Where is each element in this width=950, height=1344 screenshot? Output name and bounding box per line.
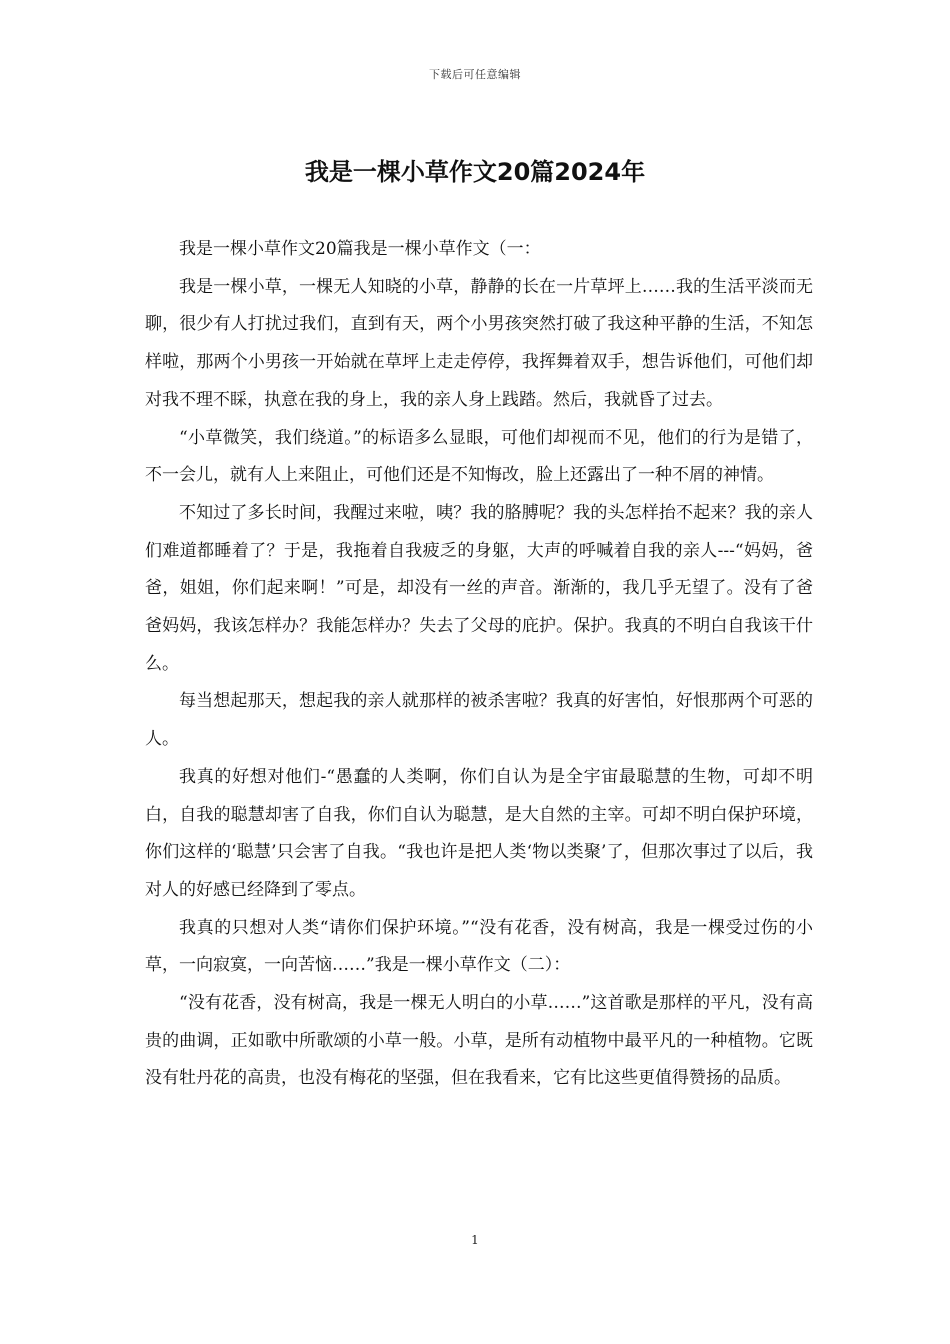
paragraph: 每当想起那天，想起我的亲人就那样的被杀害啦？我真的好害怕，好恨那两个可恶的人。 (145, 691, 813, 750)
paragraph: “小草微笑，我们绕道。”的标语多么显眼，可他们却视而不见，他们的行为是错了，不一会儿，就有人上来阻止，可他们还是不知悔改，脸上还露出了一种不屑的神情。 (145, 427, 813, 486)
paragraph: “没有花香，没有树高，我是一棵无人明白的小草……”这首歌是那样的平凡，没有高贵的曲调，正如歌中所歌颂的小草一般。小草，是所有动植物中最平凡的一种植物。它既没有牡丹花的高贵，也没有梅花的坚强，但在我看来，它有比这些更值得赞扬的品质。 (145, 993, 813, 1089)
paragraph: 我是一棵小草，一棵无人知晓的小草，静静的长在一片草坪上……我的生活平淡而无聊，很少有人打扰过我们，直到有天，两个小男孩突然打破了我这种平静的生活，不知怎样啦，那两个小男孩一开始就在草坪上走走停停，我挥舞着双手，想告诉他们，可他们却对我不理不睬，执意在我的身上，我的亲人身上践踏。然后，我就昏了过去。 (145, 276, 813, 410)
document-body (145, 231, 813, 1098)
page-number: 1 (471, 1233, 479, 1247)
paragraph: 我真的好想对他们-“愚蠢的人类啊，你们自认为是全宇宙最聪慧的生物，可却不明白，自我的聪慧却害了自我，你们自认为聪慧，是大自然的主宰。可却不明白保护环境，你们这样的‘聪慧’只会害了自我。“我也许是把人类‘物以类聚’了，但那次事过了以后，我对人的好感已经降到了零点。 (145, 766, 813, 900)
paragraph: 不知过了多长时间，我醒过来啦，咦？我的胳膊呢？我的头怎样抬不起来？我的亲人们难道都睡着了？于是，我拖着自我疲乏的身躯，大声的呼喊着自我的亲人---“妈妈，爸爸，姐姐，你们起来啊！”可是，却没有一丝的声音。渐渐的，我几乎无望了。没有了爸爸妈妈，我该怎样办？我能怎样办？失去了父母的庇护。保护。我真的不明白自我该干什么。 (145, 502, 813, 674)
header-note: 下载后可任意编辑 (429, 68, 521, 81)
paragraph: 我真的只想对人类“请你们保护环境。”“没有花香，没有树高，我是一棵受过伤的小草，一向寂寞，一向苦恼……”我是一棵小草作文（二）： (145, 917, 813, 976)
paragraph: 我是一棵小草作文20篇我是一棵小草作文（一： (179, 239, 541, 259)
document-title: 我是一棵小草作文20篇2024年 (304, 158, 646, 186)
